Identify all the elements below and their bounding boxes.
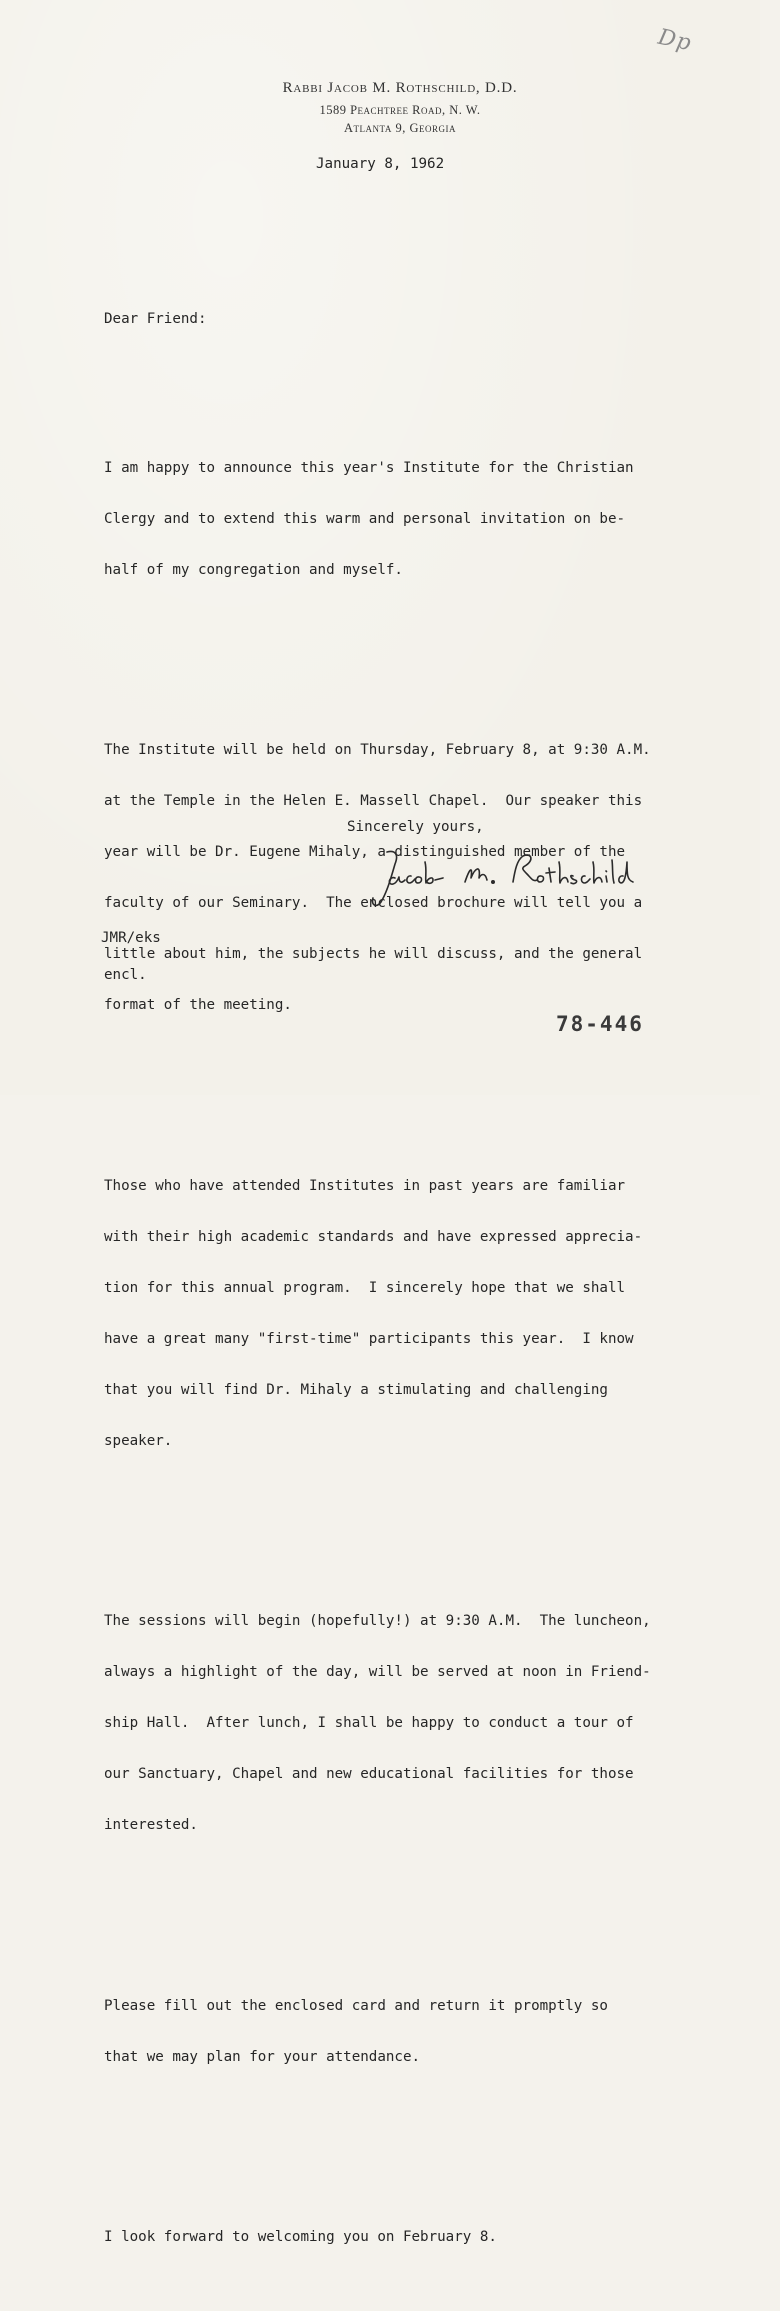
paragraph-line: tion for this annual program. I sincerely hope that we shall <box>104 1279 626 1296</box>
paragraph-line: Those who have attended Institutes in past years are familiar <box>104 1177 626 1194</box>
closing: Sincerely yours, <box>347 819 484 835</box>
paragraph-line: that you will find Dr. Mihaly a stimulating and challenging <box>104 1381 608 1398</box>
letterhead-address: 1589 Peachtree Road, N. W. <box>319 103 481 117</box>
paragraph-line: speaker. <box>104 1432 173 1449</box>
paragraph-line: that we may plan for your attendance. <box>104 2048 421 2065</box>
paragraph-5 <box>104 1965 664 2099</box>
paragraph-line: faculty of our Seminary. The enclosed brochure will tell you a <box>104 895 643 911</box>
paragraph-line: The sessions will begin (hopefully!) at 9:30 A.M. The luncheon, <box>104 1613 651 1629</box>
paragraph-line: at the Temple in the Helen E. Massell Chapel. Our speaker this <box>104 793 643 809</box>
paragraph-line: with their high academic standards and have expressed apprecia- <box>104 1228 643 1245</box>
enclosure-note: encl. <box>104 967 147 983</box>
letterhead-city: Atlanta 9, Georgia <box>344 121 456 135</box>
letter-date: January 8, 1962 <box>316 156 445 172</box>
paragraph-line: format of the meeting. <box>104 997 292 1013</box>
paragraph-line: I look forward to welcoming you on February 8. <box>104 2229 497 2245</box>
paragraph-3 <box>104 1145 664 1483</box>
paragraph-6 <box>104 2196 664 2279</box>
paragraph-line: ship Hall. After lunch, I shall be happy to conduct a tour of <box>104 1715 634 1731</box>
paragraph-line: little about him, the subjects he will discuss, and the general <box>104 946 643 962</box>
handwritten-signature <box>365 842 665 914</box>
handwritten-margin-note: Dp <box>655 24 694 57</box>
paragraph-line: have a great many "first-time" participants this year. I know <box>104 1330 634 1347</box>
paragraph-1 <box>104 427 664 612</box>
letterhead-name: Rabbi Jacob M. Rothschild, D.D. <box>282 80 518 96</box>
typist-initials: JMR/eks <box>101 930 161 946</box>
paragraph-line: The Institute will be held on Thursday, February 8, at 9:30 A.M. <box>104 742 651 758</box>
letter-body <box>104 278 664 2311</box>
paragraph-4 <box>104 1580 664 1867</box>
paragraph-line: interested. <box>104 1817 198 1833</box>
paragraph-line: year will be Dr. Eugene Mihaly, a distinguished member of the <box>104 844 626 860</box>
paragraph-line: half of my congregation and myself. <box>104 561 403 578</box>
file-number-stamp: 78-446 <box>556 1012 644 1036</box>
paragraph-line: I am happy to announce this year's Institute for the Christian <box>104 459 634 476</box>
paragraph-line: Clergy and to extend this warm and personal invitation on be- <box>104 510 626 527</box>
salutation: Dear Friend: <box>104 311 207 327</box>
paragraph-line: always a highlight of the day, will be served at noon in Friend- <box>104 1664 651 1680</box>
paragraph-line: Please fill out the enclosed card and return it promptly so <box>104 1997 608 2014</box>
paragraph-line: our Sanctuary, Chapel and new educational facilities for those <box>104 1766 634 1782</box>
